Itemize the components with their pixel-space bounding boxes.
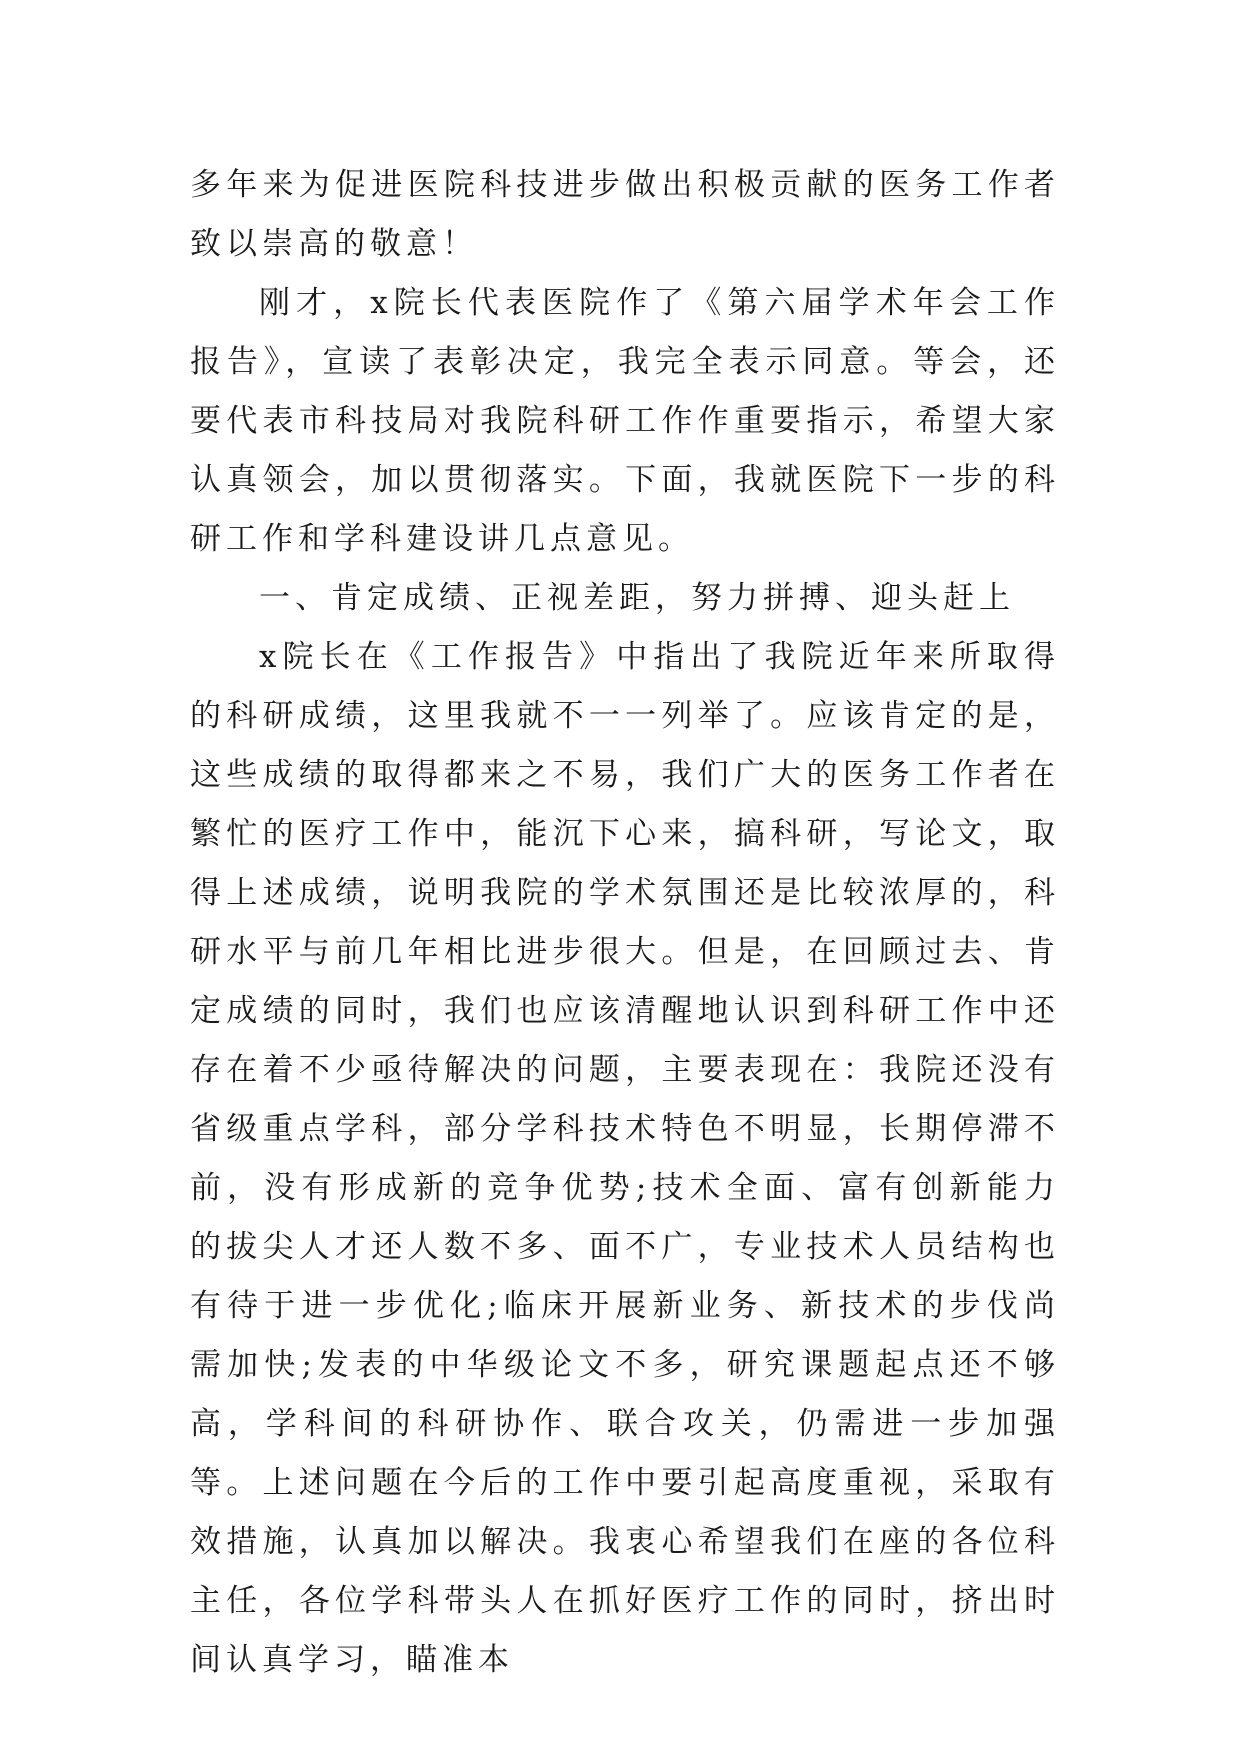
paragraph-report-response: 刚才，x院长代表医院作了《第六届学术年会工作报告》，宣读了表彰决定，我完全表示同意。等会，还要代表市科技局对我院科研工作作重要指示，希望大家认真领会，加以贯彻落实。下面，我就医院下一步的科研工作和学科建设讲几点意见。: [190, 285, 1060, 557]
paragraph-closing-tribute: 多年来为促进医院科技进步做出积极贡献的医务工作者致以崇高的敬意！: [190, 167, 1060, 262]
document-body: [190, 156, 1060, 1690]
paragraph-achievements-and-gaps: x院长在《工作报告》中指出了我院近年来所取得的科研成绩，这里我就不一一列举了。应该肯定的是，这些成绩的取得都来之不易，我们广大的医务工作者在繁忙的医疗工作中，能沉下心来，搞科研，写论文，取得上述成绩，说明我院的学术氛围还是比较浓厚的，科研水平与前几年相比进步很大。但是，在回顾过去、肯定成绩的同时，我们也应该清醒地认识到科研工作中还存在着不少亟待解决的问题，主要表现在：我院还没有省级重点学科，部分学科技术特色不明显，长期停滞不前，没有形成新的竞争优势;技术全面、富有创新能力的拔尖人才还人数不多、面不广，专业技术人员结构也有待于进一步优化;临床开展新业务、新技术的步伐尚需加快;发表的中华级论文不多，研究课题起点还不够高，学科间的科研协作、联合攻关，仍需进一步加强等。上述问题在今后的工作中要引起高度重视，采取有效措施，认真加以解决。我衷心希望我们在座的各位科主任，各位学科带头人在抓好医疗工作的同时，挤出时间认真学习，瞄准本: [190, 639, 1060, 1678]
section-heading-one: 一、肯定成绩、正视差距，努力拼搏、迎头赶上: [259, 580, 1015, 616]
